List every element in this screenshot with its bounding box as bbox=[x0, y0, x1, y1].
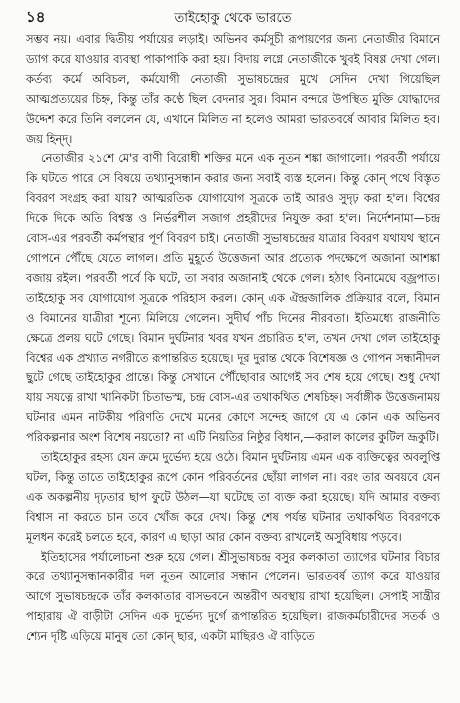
paragraph: ইতিহাসের পর্যালোচনা শুরু হয়ে গেল। শ্রীসুভাষচন্দ্র বসুর কলকাতা ত্যাগের ঘটনার বিচার করে তথ্যানুসন্ধানকারীর দল নূতন আলোর সন্ধান পেলেন। ভারতবর্ষ ত্যাগ করে যাওয়ার আগে সুভাষচন্দ্রকে তাঁর কলকাতার বাসভবনে অন্তরীণ অবস্থায় রাখা হয়েছিল। সেপাই সান্ত্রীর পাহারায় ঐ বাড়ীটা সেদিন এক দুর্ভেদ্য দুর্গে রূপান্তরিত হয়েছিল। রাজকর্মচারীদের সতর্ক ও শ্যেন দৃষ্টি এড়িয়ে মানুষ তো কোন্ ছার, একটা মাছিরও ঐ বাড়িতে bbox=[26, 550, 440, 644]
paragraph: নেতাজীর ২১শে মে'র বাণী বিরোধী শক্তির মনে এক নূতন শঙ্কা জাগালো। পরবর্তী পর্যায়ে কি ঘটতে পারে সে বিষয়ে তথ্যানুসন্ধান করার জন্য সবাই ব্যস্ত হলেন। কিন্তু কোন্ পথে বিস্তৃত বিবরণ সংগ্রহ করা যায়? আত্মরতিক যোগাযোগ সূত্রকে তাই আরও সুদৃঢ় করা হ'ল। বিশ্বের দিকে দিকে অতি বিশ্বস্ত ও নির্ভরশীল সজাগ প্রহরীদের নিযুক্ত করা হ'ল। নির্দেশনামা—চন্দ্র বোস-এর পরবর্তী কর্মপন্থার পূর্ণ বিবরণ চাই। নেতাজী সুভাষচন্দ্রের যাত্রার বিবরণ যথাযথ স্থানে গোপনে পৌঁছে যেতে লাগল। প্রতি মুহূর্তে উত্তেজনা আর প্রত্যেক পদক্ষেপে অজানা আশঙ্কা বজায় রইল। পরবর্তী পর্বে কি ঘটে, তা সবার অজানাই থেকে গেল। হঠাৎ বিনামেঘে বজ্রপাত। তাইহোকু সব যোগাযোগ সূত্রকে পরিহাস করল। কোন্ এক ঐন্দ্রজালিক প্রক্রিয়ার বলে, বিমান ও বিমানের যাত্রীরা শূন্যে মিলিয়ে গেলেন। সুদীর্ঘ পাঁচ দিনের নীরবতা। ইতিমধ্যে রাজনীতি ক্ষেত্রে প্রলয় ঘটে গেছে। বিমান দুর্ঘটনার খবর যখন প্রচারিত হ'ল, তখন দেখা গেল তাইহোকু বিশ্বের এক প্রখ্যাত নগরীতে রূপান্তরিত হয়েছে। দূর দুরান্ত থেকে বিশেষজ্ঞ ও গোপন সন্ধানীদল ছুটে গেছে তাইহোকুর প্রান্তে। কিন্তু সেখানে পৌঁছোবার আগেই সব শেষ হয়ে গেছে। শুধু দেখা যায় সযত্নে রাখা খানিকটা চিতাভস্ম, চন্দ্র বোস-এর তথাকথিত শেষচিহ্ন। সর্বাঙ্গীক উত্তেজনাময় ঘটনার এমন নাটকীয় পরিণতি দেখে মনের কোণে সন্দেহ জাগে যে এ কোন এক অভিনব পরিকল্পনার অংশ বিশেষ নয়তো? না এটি নিয়তির নিষ্ঠুর বিধান,—করাল কালের কুটিল ভ্রূকুটি। bbox=[26, 152, 440, 445]
page-number: ১৪ bbox=[26, 8, 46, 26]
page-header bbox=[26, 4, 440, 30]
running-title: তাইহোকু থেকে ভারতে bbox=[174, 11, 292, 26]
paragraph: সম্ভব নয়। এবার দ্বিতীয় পর্যায়ের লড়াই। অভিনব কর্মসূচী রূপায়ণের জন্য নেতাজীর বিমানে ড্যাগ করে যাওয়ার ব্যবস্থা পাকাপাকি করা হয়। বিদায় লগ্নে নেতাজীকে খুবই বিষণ্ণ দেখা গেল। কর্তব্য কর্মে অবিচল, কর্মযোগী নেতাজী সুভাষচন্দ্রের মুখে সেদিন দেখা গিয়েছিল আত্মপ্রত্যয়ের চিহ্ন, কিন্তু তাঁর কণ্ঠে ছিল বেদনার সুর। বিমান বন্দরে উপস্থিত মুক্তি যোদ্ধাদের উদ্দেশ করে তিনি বললেন যে, এখানে মিলিত না হলেও আমরা ভারতবর্ষে আবার মিলিত হব। জয় হিন্দ্। bbox=[26, 33, 440, 146]
body-text bbox=[26, 30, 440, 647]
paragraph: তাইহোকুর রহস্য যেন ক্রমে দুর্ভেদ্য হয়ে ওঠে। বিমান দুর্ঘটনায় এমন এক ব্যক্তিত্বের অবলুপ্তি ঘটল, কিন্তু তাতে তাইহোকুর রূপে কোন পরিবর্তনের ছোঁয়া লাগল না। বরং তার অবয়বে যেন এক অকল্পনীয় দৃঢ়তার ছাপ ফুটে উঠল—যা ঘটেছে তা ব্যক্ত করা হয়েছে। যদি আমার বক্তব্য বিশ্বাস না করতে চান তবে খোঁজ করে দেখ। কিন্তু শেষ পর্যন্ত ঘটনার তথাকথিত বিবরণকে মূলধন করেই চলতে হবে, কারণ এ ছাড়া আর কোন বক্তব্য রাখলেই অসুবিধায় পড়বে। bbox=[26, 451, 440, 544]
